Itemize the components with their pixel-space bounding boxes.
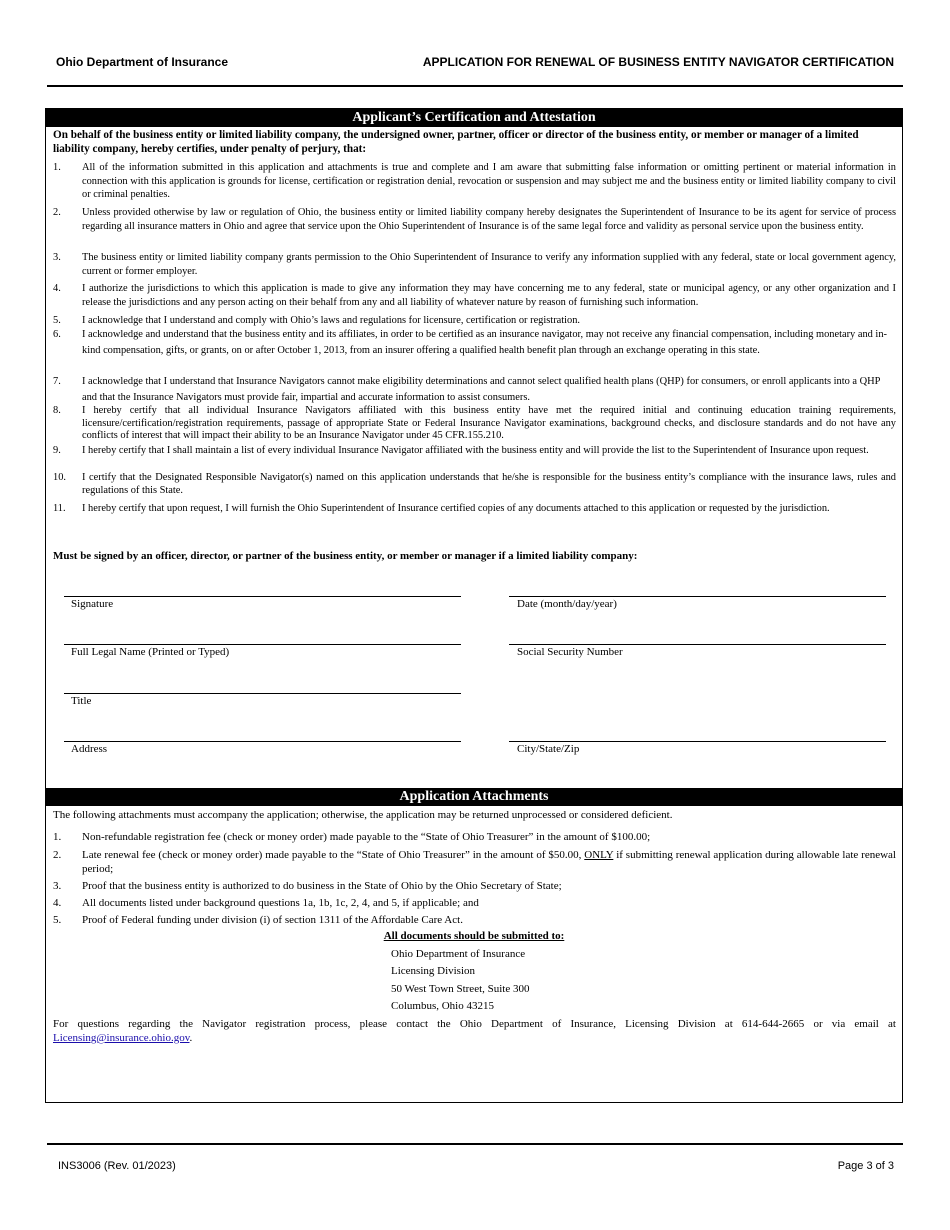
address-line-2: Licensing Division xyxy=(391,965,476,977)
item-text: The business entity or limited liability company grants permission to the Ohio Superintendent of Insurance to verify any information supplied with any federal, state or local government agency, current or former employer. xyxy=(82,252,896,277)
contact-end: . xyxy=(189,1032,193,1044)
item-text: I hereby certify that upon request, I will furnish the Ohio Superintendent of Insurance certified copies of any documents attached to this application or requested by the jurisdiction. xyxy=(82,503,830,514)
signature-label: Signature xyxy=(71,598,114,610)
date-label: Date (month/day/year) xyxy=(517,598,617,610)
footer-divider xyxy=(47,1143,903,1145)
title-line[interactable] xyxy=(64,693,461,694)
item-number: 2. xyxy=(53,207,61,218)
item-number: 1. xyxy=(53,831,62,843)
attachment-item xyxy=(53,848,896,876)
item-text: I acknowledge that I understand that Insurance Navigators cannot make eligibility determinations and cannot select qualified health plans (QHP) for consumers, or enroll applicants into a QHP and that the Insurance Navigators must provide fair, impartial and accurate information to assist consumers. xyxy=(82,376,881,403)
address-line-4: Columbus, Ohio 43215 xyxy=(391,1000,494,1012)
certification-item xyxy=(53,374,896,405)
agency-name: Ohio Department of Insurance xyxy=(56,55,229,69)
ssn-label: Social Security Number xyxy=(517,646,623,658)
item-number: 9. xyxy=(53,445,61,456)
certification-intro: On behalf of the business entity or limited liability company, the undersigned owner, partner, officer or director of the business entity, or member or manager of a limited liability company, hereby certifies, under penalty of perjury, that: xyxy=(53,129,859,155)
certification-item xyxy=(53,472,896,497)
item-number: 3. xyxy=(53,252,61,263)
certification-item xyxy=(53,445,896,458)
item-number: 1. xyxy=(53,162,61,173)
form-frame xyxy=(45,108,903,1103)
form-title: APPLICATION FOR RENEWAL OF BUSINESS ENTITY NAVIGATOR CERTIFICATION xyxy=(422,55,894,69)
contact-info xyxy=(53,1017,896,1045)
certification-item xyxy=(53,405,896,443)
item-number: 7. xyxy=(53,376,61,387)
date-line[interactable] xyxy=(509,596,886,597)
address-line-3: 50 West Town Street, Suite 300 xyxy=(391,983,530,995)
address-line-1: Ohio Department of Insurance xyxy=(391,948,526,960)
item-text: I acknowledge that I understand and comply with Ohio’s laws and regulations for licensure, certification or registration. xyxy=(82,315,581,326)
item-number: 4. xyxy=(53,897,62,909)
item-text: All of the information submitted in this application and attachments is true and complete and I am aware that submitting false information or omitting pertinent or material information in connection with this application is grounds for license, certification or registration denial, revocation or suspension and may subject me and the business entity or limited liability company to civil or criminal penalties. xyxy=(82,162,896,200)
attachment-item xyxy=(53,896,896,910)
item-text: Proof that the business entity is authorized to do business in the State of Ohio by the Ohio Secretary of State; xyxy=(82,880,562,892)
page-number: Page 3 of 3 xyxy=(837,1160,894,1172)
certification-item xyxy=(53,206,896,233)
attachments-section-title: Application Attachments xyxy=(46,788,902,806)
item-text: Non-refundable registration fee (check or money order) made payable to the “State of Ohio Treasurer” in the amount of $100.00; xyxy=(82,831,651,843)
contact-text: For questions regarding the Navigator registration process, please contact the Ohio Department of Insurance, Licensing Division at 614-644-2665 or via email at xyxy=(53,1018,896,1030)
item-text xyxy=(82,848,896,876)
item-number: 11. xyxy=(53,503,66,514)
item-text: Unless provided otherwise by law or regulation of Ohio, the business entity or limited liability company hereby designates the Superintendent of Insurance to be its agent for service of process regarding all insurance matters in Ohio and agree that service upon the Ohio Superintendent of Insurance is of the same legal force and validity as personal service upon the business entity. xyxy=(82,207,896,232)
item-number: 10. xyxy=(53,472,66,483)
certification-item xyxy=(53,251,896,278)
item-number: 3. xyxy=(53,880,62,892)
certification-item xyxy=(53,282,896,309)
address-label: Address xyxy=(71,743,108,755)
city-state-zip-line[interactable] xyxy=(509,741,886,742)
item-text: I hereby certify that all individual Insurance Navigators affiliated with this business entity have met the required initial and continuing education training requirements, licensure/certification/registration requirements, passage of appropriate State or Federal Insurance Navigator examinations, background checks, and disclosure standards and do not have any conflicts of interest that will impact their ability to be an Insurance Navigator under 45 CFR.155.210. xyxy=(82,405,896,441)
item-text-part: if submitting renewal application during allowable late renewal period; xyxy=(82,849,896,875)
attachments-intro: The following attachments must accompany the application; otherwise, the application may be returned unprocessed or considered deficient. xyxy=(53,809,673,821)
item-text: I hereby certify that I shall maintain a list of every individual Insurance Navigator affiliated with the business entity and will provide the list to the Superintendent of Insurance upon request. xyxy=(82,445,869,456)
item-number: 2. xyxy=(53,849,62,861)
item-text: I authorize the jurisdictions to which this application is made to give any information they may have concerning me to any federal, state or municipal agency, or any other organization and I release the jurisdictions and any person acting on their behalf from any and all liability of whatever nature by reason of furnishing such information. xyxy=(82,283,896,308)
ssn-line[interactable] xyxy=(509,644,886,645)
attachment-item xyxy=(53,830,896,844)
full-name-label: Full Legal Name (Printed or Typed) xyxy=(71,646,230,658)
only-emphasis: ONLY xyxy=(584,849,614,861)
address-line[interactable] xyxy=(64,741,461,742)
item-number: 4. xyxy=(53,283,61,294)
city-state-zip-label: City/State/Zip xyxy=(517,743,580,755)
item-number: 8. xyxy=(53,405,61,416)
item-text-part: Late renewal fee (check or money order) made payable to the “State of Ohio Treasurer” in the amount of $50.00, xyxy=(82,849,585,861)
item-text: Proof of Federal funding under division (i) of section 1311 of the Affordable Care Act. xyxy=(82,914,463,926)
certification-section-title: Applicant’s Certification and Attestation xyxy=(46,109,902,127)
header-divider xyxy=(47,85,903,87)
full-name-line[interactable] xyxy=(64,644,461,645)
item-text: I acknowledge and understand that the business entity and its affiliates, in order to be certified as an insurance navigator, may not receive any financial compensation, including monetary and in-kind compensation, gifts, or grants, on or after October 1, 2013, from an insurer offering a qualified health benefit plan through an exchange operating in this state. xyxy=(82,329,887,356)
attachment-item xyxy=(53,879,896,893)
certification-item xyxy=(53,161,896,202)
attachment-item xyxy=(53,913,896,927)
form-id: INS3006 (Rev. 01/2023) xyxy=(58,1160,176,1172)
item-number: 5. xyxy=(53,315,61,326)
signature-line[interactable] xyxy=(64,596,461,597)
item-number: 5. xyxy=(53,914,62,926)
item-number: 6. xyxy=(53,329,61,340)
item-text: I certify that the Designated Responsible Navigator(s) named on this application understands that he/she is responsible for the business entity’s compliance with the insurance laws, rules and regulations of this State. xyxy=(82,472,896,496)
certification-item xyxy=(53,314,896,328)
submit-heading: All documents should be submitted to: xyxy=(383,930,565,942)
item-text: All documents listed under background questions 1a, 1b, 1c, 2, 4, and 5, if applicable; and xyxy=(82,897,479,909)
title-label: Title xyxy=(71,695,92,707)
email-link[interactable]: Licensing@insurance.ohio.gov xyxy=(53,1032,190,1044)
certification-item xyxy=(53,503,896,516)
certification-item xyxy=(53,327,896,358)
signature-requirement-note: Must be signed by an officer, director, or partner of the business entity, or member or manager if a limited liability company: xyxy=(53,550,638,562)
